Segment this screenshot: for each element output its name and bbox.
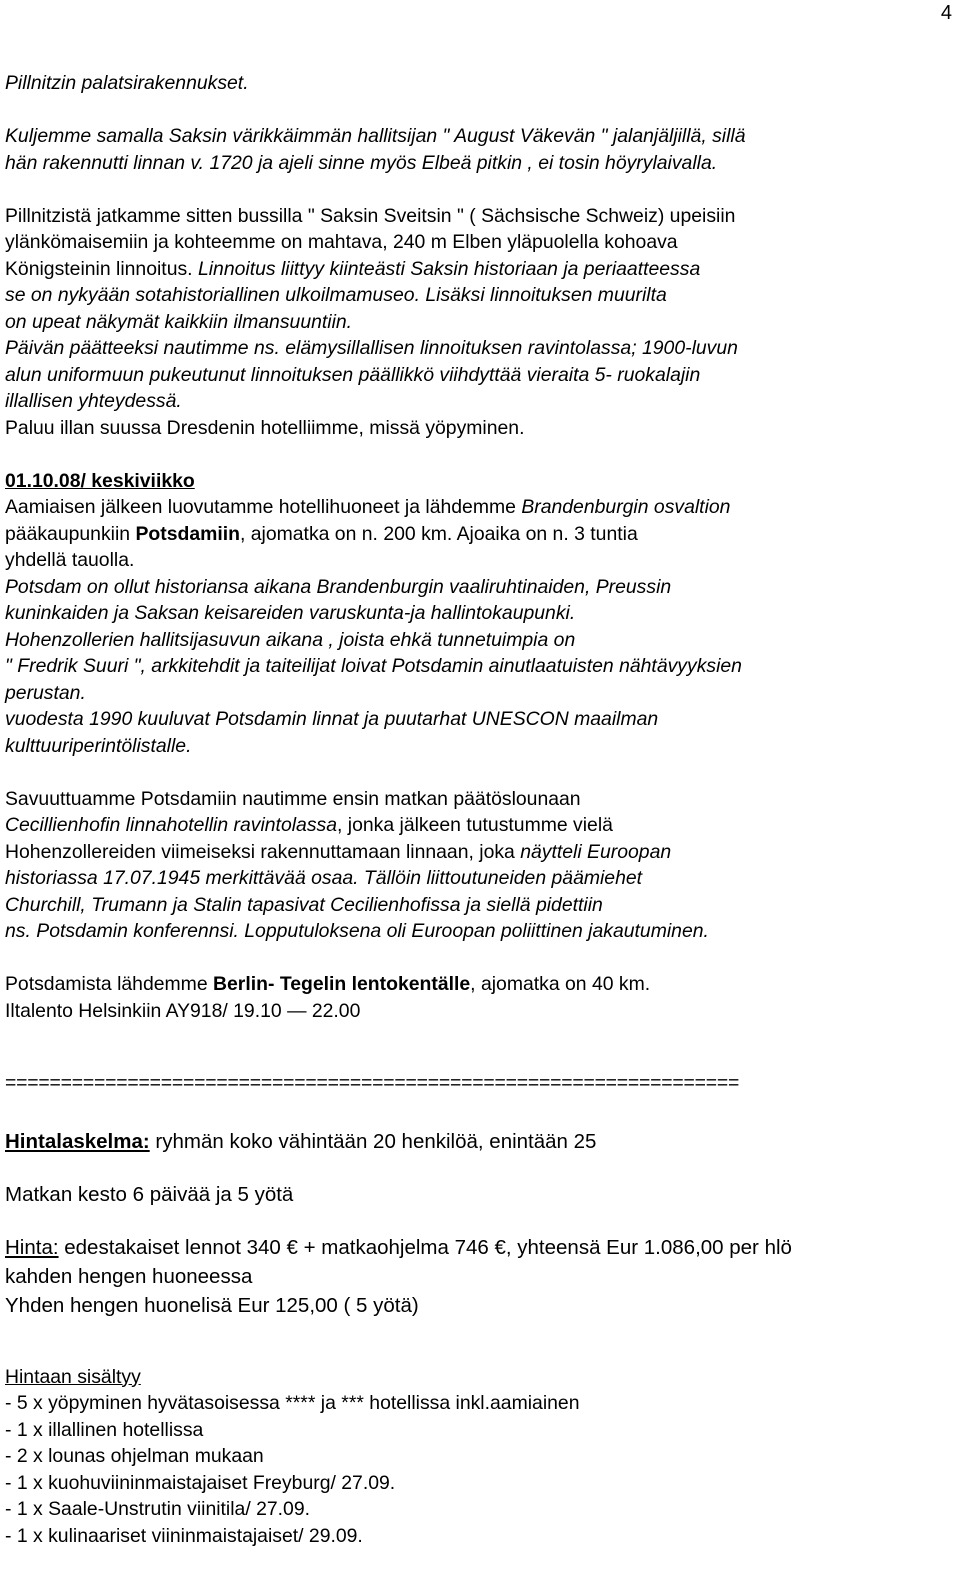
text-line: Hohenzollerien hallitsijasuvun aikana , joista ehkä tunnetuimpia on (5, 628, 576, 651)
text-line: kuninkaiden ja Saksan keisareiden varuskunta-ja hallintokaupunki. (5, 602, 576, 624)
list-item: - 1 x Saale-Unstrutin viinitila/ 27.09. (5, 1498, 311, 1520)
text-span: Berlin- Tegelin lentokentälle (213, 973, 471, 995)
text-line: ylänkömaisemiin ja kohteemme on mahtava, 240 m Elben yläpuolella kohoava (5, 231, 678, 253)
list-item: - 2 x lounas ohjelman mukaan (5, 1445, 264, 1467)
price-heading (5, 1127, 950, 1156)
text-line: " Fredrik Suuri ", arkkitehdit ja taiteilijat loivat Potsdamin ainutlaatuisten nähtävyyksien (5, 655, 742, 677)
document-body (5, 70, 950, 1549)
text-span: Potsdamista lähdemme (5, 973, 214, 995)
text-line: yhdellä tauolla. (5, 549, 135, 571)
text-span: Linnoitus liittyy kiinteästi Saksin historiaan ja periaatteessa (192, 257, 701, 280)
day-heading-text: 01.10.08/ keskiviikko (5, 469, 195, 492)
text-line: on upeat näkymät kaikkiin ilmansuuntiin. (5, 310, 353, 333)
list-item: - 1 x kuohuviininmaistajaiset Freyburg/ 27.09. (5, 1471, 396, 1494)
duration-line: Matkan kesto 6 päivää ja 5 yötä (5, 1182, 294, 1206)
section-title: Pillnitzin palatsirakennukset. (5, 72, 249, 94)
list-item: - 5 x yöpyminen hyvätasoisessa **** ja *** hotellissa inkl.aamiainen (5, 1392, 580, 1414)
text-line: Churchill, Trumann ja Stalin tapasivat Cecilienhofissa ja siellä pidettiin (5, 893, 603, 916)
list-item: - 1 x kulinaariset viininmaistajaiset/ 29.09. (5, 1524, 363, 1547)
text-span: pääkaupunkiin (5, 522, 136, 545)
text-span: Hohenzollereiden viimeiseksi rakennuttamaan linnaan, joka (5, 840, 521, 863)
text-line: alun uniformuun pukeutunut linnoituksen päällikkö viihdyttää vieraita 5- ruokalajin (5, 363, 701, 386)
text-line (5, 971, 950, 998)
text-line: se on nykyään sotahistoriallinen ulkoilmamuseo. Lisäksi linnoituksen muurilta (5, 284, 667, 306)
text-line: ns. Potsdamin konferennsi. Lopputuloksena oli Euroopan poliittinen jakautuminen. (5, 920, 709, 942)
text-line: perustan. (5, 681, 86, 704)
price-label: Hinta: (5, 1235, 59, 1259)
text-span: , ajomatka on 40 km. (470, 973, 651, 995)
page-number: 4 (940, 2, 952, 24)
text-span: ryhmän koko vähintään 20 henkilöä, enintään 25 (149, 1129, 597, 1153)
text-line: Pillnitzistä jatkamme sitten bussilla " Saksin Sveitsin " ( Sächsische Schweiz) upeisiin (5, 204, 736, 227)
text-line (5, 521, 950, 548)
day-heading (5, 468, 950, 495)
text-line: Paluu illan suussa Dresdenin hotelliimme, missä yöpyminen. (5, 416, 525, 439)
text-line: historiassa 17.07.1945 merkittävää osaa. Tällöin liittoutuneiden päämiehet (5, 867, 643, 889)
text-line: vuodesta 1990 kuuluvat Potsdamin linnat ja puutarhat UNESCON maailman (5, 708, 659, 730)
text-line: illallisen yhteydessä. (5, 390, 182, 412)
text-span: Aamiaisen jälkeen luovutamme hotellihuoneet ja lähdemme (5, 496, 522, 518)
price-heading-label: Hintalaskelma: (5, 1129, 150, 1153)
text-line (5, 812, 950, 839)
text-span: Potsdamiin (135, 522, 240, 545)
text-line: Päivän päätteeksi nautimme ns. elämysillallisen linnoituksen ravintolassa; 1900-luvun (5, 337, 738, 359)
text-span: Brandenburgin osvaltion (521, 496, 731, 518)
text-span: näytteli Euroopan (520, 840, 672, 863)
text-line (5, 494, 950, 521)
includes-title (5, 1364, 950, 1391)
price-line: Yhden hengen huonelisä Eur 125,00 ( 5 yötä) (5, 1293, 419, 1317)
text-line: hän rakennutti linnan v. 1720 ja ajeli sinne myös Elbeä pitkin , ei tosin höyrylaivalla. (5, 151, 718, 174)
separator-line: ================================================================== (5, 1072, 740, 1094)
text-span: edestakaiset lennot 340 € + matkaohjelma 746 €, yhteensä Eur 1.086,00 per hlö (58, 1235, 792, 1259)
text-span: , jonka jälkeen tutustumme vielä (337, 814, 613, 836)
text-line: Potsdam on ollut historiansa aikana Brandenburgin vaaliruhtinaiden, Preussin (5, 575, 672, 598)
price-line (5, 1233, 950, 1262)
text-span: Königsteinin linnoitus. (5, 257, 193, 280)
price-line: kahden hengen huoneessa (5, 1264, 253, 1288)
text-span: , ajomatka on n. 200 km. Ajoaika on n. 3 tuntia (239, 522, 638, 545)
list-item: - 1 x illallinen hotellissa (5, 1418, 204, 1441)
includes-title-text: Hintaan sisältyy (5, 1365, 141, 1388)
text-line: Kuljemme samalla Saksin värikkäimmän hallitsijan " August Väkevän " jalanjäljillä, sillä (5, 125, 746, 147)
text-line: Savuuttuamme Potsdamiin nautimme ensin matkan päätöslounaan (5, 787, 581, 810)
text-line (5, 256, 950, 283)
text-line: Iltalento Helsinkiin AY918/ 19.10 — 22.00 (5, 999, 361, 1022)
text-line: kulttuuriperintölistalle. (5, 734, 192, 757)
text-line (5, 839, 950, 866)
text-span: Cecillienhofin linnahotellin ravintolassa (5, 814, 337, 836)
